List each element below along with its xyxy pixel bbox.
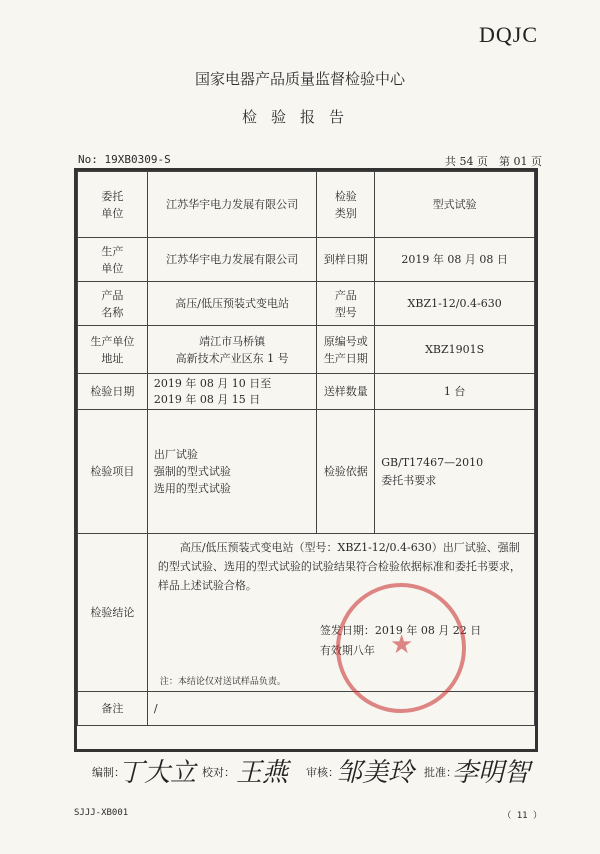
report-title: 检验报告 [241,108,358,126]
arrival-label: 到样日期 [317,238,375,282]
report-frame [74,168,538,752]
table-row [78,374,535,410]
qty-value: 1 台 [375,374,535,410]
compiler-label: 编制： [92,766,125,779]
remark-value: / [147,692,534,726]
compiler-signature: 丁大立 [118,758,197,788]
doc-code: DQJC [478,22,538,47]
page-count: 共 54 页 第 01 页 [445,155,542,168]
proof-label: 校对： [202,766,235,779]
date-value: 2019 年 08 月 10 日至 2019 年 08 月 15 日 [147,374,317,410]
report-number: No: 19XB0309-S [78,153,171,166]
producer-label: 生产 单位 [78,238,148,282]
items-label: 检验项目 [78,410,148,534]
product-value: 高压/低压预装式变电站 [147,282,317,326]
address-label: 生产单位 地址 [78,326,148,374]
arrival-value: 2019 年 08 月 08 日 [375,238,535,282]
type-value: 型式试验 [375,172,535,238]
product-label: 产品 名称 [78,282,148,326]
client-value: 江苏华宇电力发展有限公司 [147,172,317,238]
report-table [77,171,535,726]
basis-label: 检验依据 [317,410,375,534]
table-row [78,534,535,692]
approve-signature: 李明智 [452,758,531,788]
model-value: XBZ1-12/0.4-630 [375,282,535,326]
remark-label: 备注 [78,692,148,726]
sign-date: 签发日期：2019 年 08 月 22 日 [319,624,482,637]
proof-signature: 王燕 [236,758,289,788]
table-row [78,326,535,374]
items-value: 出厂试验 强制的型式试验 选用的型式试验 [147,410,317,534]
table-row [78,172,535,238]
table-row [78,692,535,726]
review-signature: 邹美玲 [336,758,415,788]
serial-value: XBZ1901S [375,326,535,374]
conclusion-note: 注：本结论仅对送试样品负责。 [159,677,286,687]
table-row [78,282,535,326]
serial-label: 原编号或 生产日期 [317,326,375,374]
client-label: 委托 单位 [78,172,148,238]
address-value: 靖江市马桥镇 高新技术产业区东 1 号 [147,326,317,374]
model-label: 产品 型号 [317,282,375,326]
basis-value: GB/T17467—2010 委托书要求 [375,410,535,534]
footer-code: SJJJ-XB001 [74,808,129,818]
footer-page: （ 11 ） [502,811,542,821]
seal-star-icon: ★ [390,630,414,660]
org-name: 国家电器产品质量监督检验中心 [194,70,405,88]
conclusion-text: 高压/低压预装式变电站（型号：XBZ1-12/0.4-630）出厂试验、强制的型式试验、选用的型式试验的试验结果符合检验依据标准和委托书要求，样品上述试验合格。 [157,541,521,592]
approve-label: 批准： [424,766,457,779]
producer-value: 江苏华宇电力发展有限公司 [147,238,317,282]
qty-label: 送样数量 [317,374,375,410]
table-row [78,238,535,282]
date-label: 检验日期 [78,374,148,410]
review-label: 审核： [306,766,339,779]
table-row [78,410,535,534]
conclusion-label: 检验结论 [78,534,148,692]
type-label: 检验 类别 [317,172,375,238]
validity: 有效期八年 [319,644,375,657]
